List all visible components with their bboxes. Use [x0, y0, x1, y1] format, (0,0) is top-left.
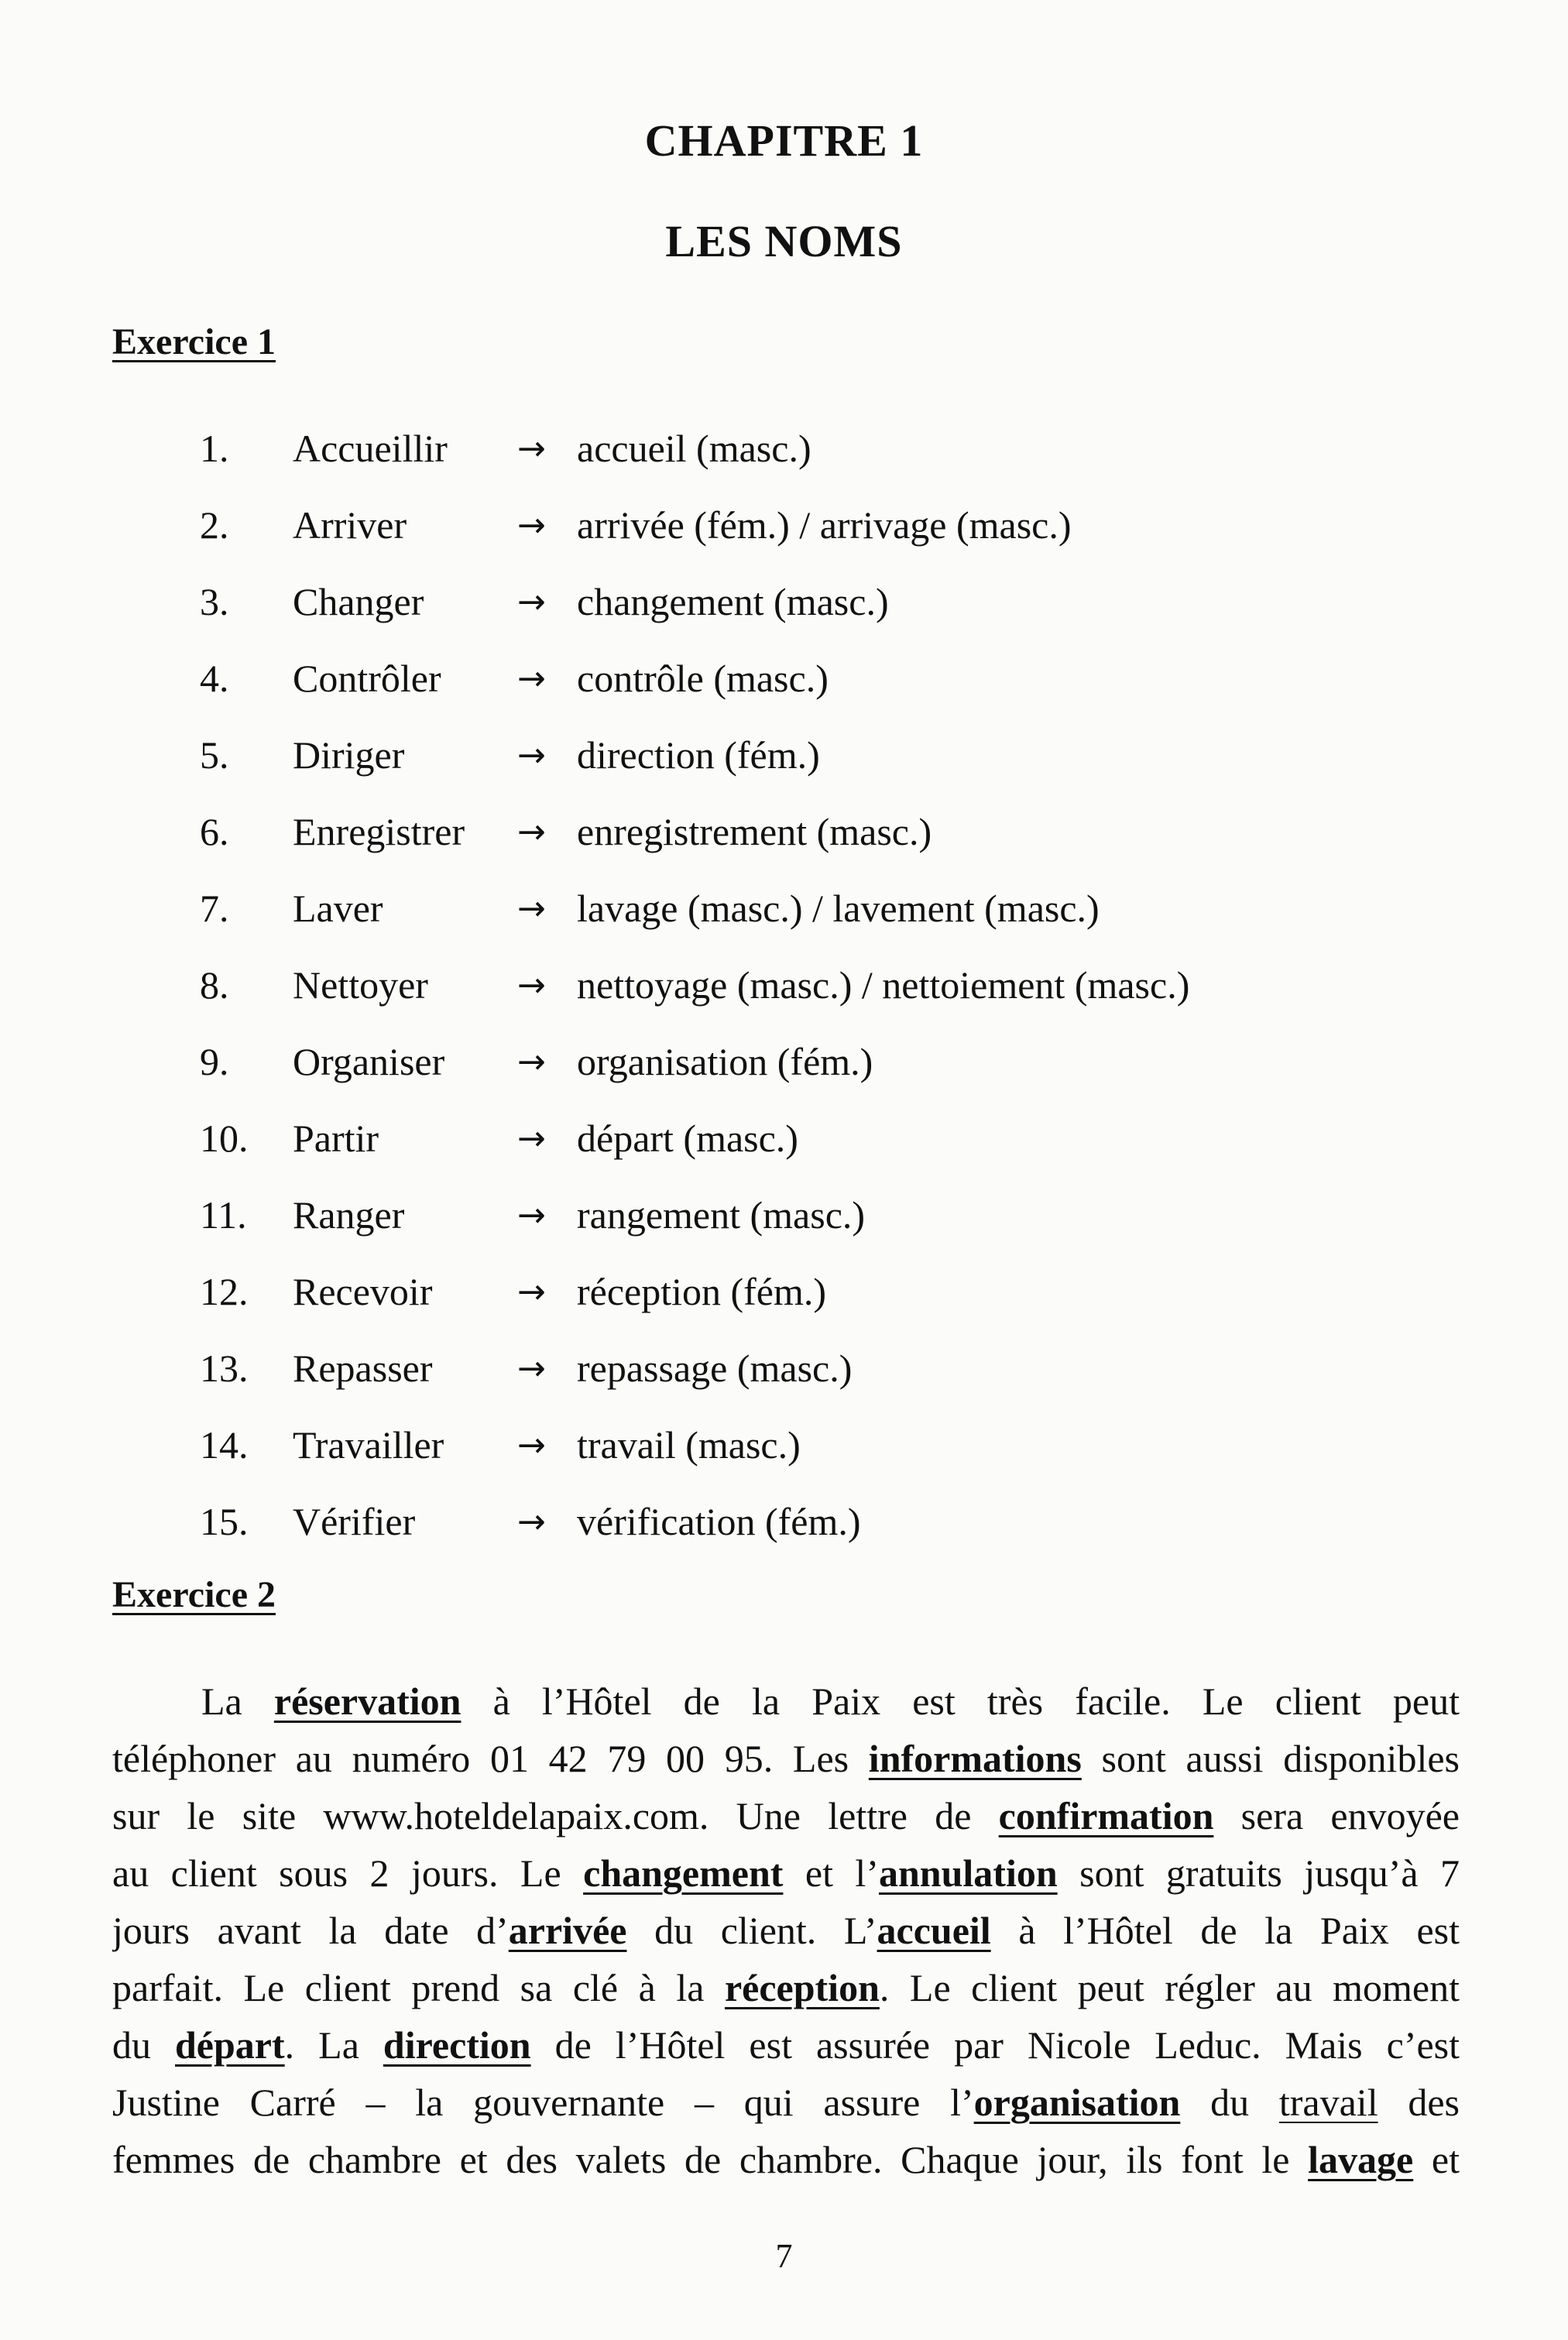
- right-arrow-icon: →: [517, 1042, 546, 1082]
- list-item: [0, 410, 1568, 487]
- paragraph-line: [112, 2074, 1460, 2131]
- paragraph-line: [112, 1959, 1460, 2016]
- list-item: [0, 717, 1568, 794]
- verb-infinitive: Enregistrer: [293, 810, 465, 853]
- paragraph-line: [112, 1673, 1460, 1730]
- derived-noun: changement (masc.): [577, 580, 889, 623]
- right-arrow-icon: →: [517, 966, 546, 1005]
- right-arrow-icon: →: [517, 889, 546, 928]
- verb-infinitive: Organiser: [293, 1040, 445, 1083]
- item-number: 9.: [200, 1040, 229, 1083]
- right-arrow-icon: →: [517, 1196, 546, 1235]
- item-number: 5.: [200, 733, 229, 777]
- right-arrow-icon: →: [517, 582, 546, 622]
- list-item: [0, 1100, 1568, 1177]
- text-segment: à l’Hôtel de la Paix est: [990, 1909, 1460, 1952]
- text-segment: La: [201, 1680, 274, 1723]
- text-segment: Justine Carré – la gouvernante – qui assure l’: [112, 2081, 974, 2124]
- section-title: LES NOMS: [665, 216, 903, 266]
- right-arrow-icon: →: [517, 506, 546, 545]
- text-segment: de l’Hôtel est assurée par Nicole Leduc. Mais c’est: [530, 2023, 1460, 2067]
- list-item: [0, 1254, 1568, 1330]
- list-item: [0, 640, 1568, 717]
- right-arrow-icon: →: [517, 1426, 546, 1465]
- underlined-noun: réservation: [273, 1680, 461, 1723]
- text-segment: à l’Hôtel de la Paix est très facile. Le client peut: [461, 1680, 1460, 1723]
- underlined-noun: informations: [868, 1737, 1082, 1780]
- derived-noun: enregistrement (masc.): [577, 810, 932, 853]
- item-number: 11.: [200, 1193, 247, 1237]
- verb-infinitive: Contrôler: [293, 657, 441, 700]
- text-segment: et: [1413, 2138, 1460, 2181]
- text-segment: jours avant la date d’: [112, 1909, 509, 1952]
- right-arrow-icon: →: [517, 429, 546, 468]
- item-number: 7.: [200, 887, 229, 930]
- exercise-2-paragraph: [112, 1673, 1460, 2188]
- derived-noun: repassage (masc.): [577, 1347, 853, 1390]
- verb-infinitive: Recevoir: [293, 1270, 433, 1313]
- right-arrow-icon: →: [517, 1272, 546, 1312]
- right-arrow-icon: →: [517, 659, 546, 698]
- derived-noun: rangement (masc.): [577, 1193, 866, 1237]
- text-segment: femmes de chambre et des valets de chambre. Chaque jour, ils font le: [112, 2138, 1309, 2181]
- text-segment: du: [112, 2023, 175, 2067]
- text-segment: parfait. Le client prend sa clé à la: [112, 1966, 725, 2009]
- underlined-noun: confirmation: [998, 1794, 1214, 1837]
- text-segment: au client sous 2 jours. Le: [112, 1851, 584, 1895]
- paragraph-line: [112, 1844, 1460, 1902]
- right-arrow-icon: →: [517, 812, 546, 852]
- list-item: [0, 1484, 1568, 1560]
- list-item: [0, 870, 1568, 947]
- item-number: 14.: [200, 1423, 249, 1467]
- paragraph-line: [112, 2016, 1460, 2074]
- text-segment: du: [1180, 2081, 1279, 2124]
- text-segment: du client. L’: [626, 1909, 877, 1952]
- derived-noun: nettoyage (masc.) / nettoiement (masc.): [577, 963, 1190, 1007]
- derived-noun: accueil (masc.): [577, 427, 811, 470]
- verb-infinitive: Changer: [293, 580, 424, 623]
- chapter-title: CHAPITRE 1: [644, 115, 924, 166]
- derived-noun: direction (fém.): [577, 733, 820, 777]
- right-arrow-icon: →: [517, 736, 546, 775]
- paragraph-line: [112, 2131, 1460, 2188]
- derived-noun: travail (masc.): [577, 1423, 801, 1467]
- underlined-noun: départ: [175, 2023, 285, 2067]
- item-number: 2.: [200, 503, 229, 547]
- item-number: 8.: [200, 963, 229, 1007]
- item-number: 3.: [200, 580, 229, 623]
- derived-noun: contrôle (masc.): [577, 657, 829, 700]
- text-segment: . Le client peut régler au moment: [879, 1966, 1460, 2009]
- derived-noun: arrivée (fém.) / arrivage (masc.): [577, 503, 1072, 547]
- text-segment: des: [1378, 2081, 1460, 2124]
- verb-infinitive: Partir: [293, 1117, 379, 1160]
- verb-infinitive: Travailler: [293, 1423, 444, 1467]
- text-segment: sera envoyée: [1213, 1794, 1460, 1837]
- underlined-noun: annulation: [878, 1851, 1058, 1895]
- page-number: 7: [775, 2237, 793, 2275]
- paragraph-line: [112, 1902, 1460, 1959]
- underlined-noun: réception: [724, 1966, 880, 2009]
- derived-noun: vérification (fém.): [577, 1500, 861, 1543]
- verb-infinitive: Accueillir: [293, 427, 448, 470]
- underlined-noun: lavage: [1308, 2138, 1414, 2181]
- text-segment: sur le site www.hoteldelapaix.com. Une lettre de: [112, 1794, 999, 1837]
- derived-noun: réception (fém.): [577, 1270, 827, 1313]
- item-number: 6.: [200, 810, 229, 853]
- text-segment: sont aussi disponibles: [1081, 1737, 1460, 1780]
- item-number: 4.: [200, 657, 229, 700]
- verb-infinitive: Arriver: [293, 503, 407, 547]
- underlined-noun: direction: [383, 2023, 531, 2067]
- underlined-noun: changement: [583, 1851, 784, 1895]
- derived-noun: lavage (masc.) / lavement (masc.): [577, 887, 1100, 930]
- text-segment: . La: [284, 2023, 383, 2067]
- underlined-noun: arrivée: [508, 1909, 627, 1952]
- text-segment: et l’: [783, 1851, 879, 1895]
- underlined-word: travail: [1278, 2081, 1378, 2124]
- list-item: [0, 1177, 1568, 1254]
- right-arrow-icon: →: [517, 1502, 546, 1542]
- item-number: 12.: [200, 1270, 249, 1313]
- verb-infinitive: Ranger: [293, 1193, 405, 1237]
- text-segment: téléphoner au numéro 01 42 79 00 95. Les: [112, 1737, 869, 1780]
- derived-noun: organisation (fém.): [577, 1040, 873, 1083]
- exercise-1-heading: Exercice 1: [112, 321, 276, 362]
- verb-infinitive: Diriger: [293, 733, 405, 777]
- verb-infinitive: Nettoyer: [293, 963, 428, 1007]
- exercise-2-heading: Exercice 2: [112, 1574, 276, 1615]
- list-item: [0, 794, 1568, 870]
- paragraph-line: [112, 1787, 1460, 1844]
- right-arrow-icon: →: [517, 1119, 546, 1158]
- list-item: [0, 947, 1568, 1024]
- paragraph-line: [112, 1730, 1460, 1787]
- item-number: 1.: [200, 427, 229, 470]
- list-item: [0, 1024, 1568, 1100]
- underlined-noun: organisation: [973, 2081, 1181, 2124]
- derived-noun: départ (masc.): [577, 1117, 798, 1160]
- item-number: 15.: [200, 1500, 249, 1543]
- list-item: [0, 1407, 1568, 1484]
- right-arrow-icon: →: [517, 1349, 546, 1388]
- list-item: [0, 487, 1568, 564]
- verb-infinitive: Laver: [293, 887, 383, 930]
- list-item: [0, 1330, 1568, 1407]
- underlined-noun: accueil: [877, 1909, 991, 1952]
- item-number: 10.: [200, 1117, 249, 1160]
- verb-infinitive: Repasser: [293, 1347, 433, 1390]
- list-item: [0, 564, 1568, 640]
- item-number: 13.: [200, 1347, 249, 1390]
- text-segment: sont gratuits jusqu’à 7: [1057, 1851, 1460, 1895]
- verb-infinitive: Vérifier: [293, 1500, 416, 1543]
